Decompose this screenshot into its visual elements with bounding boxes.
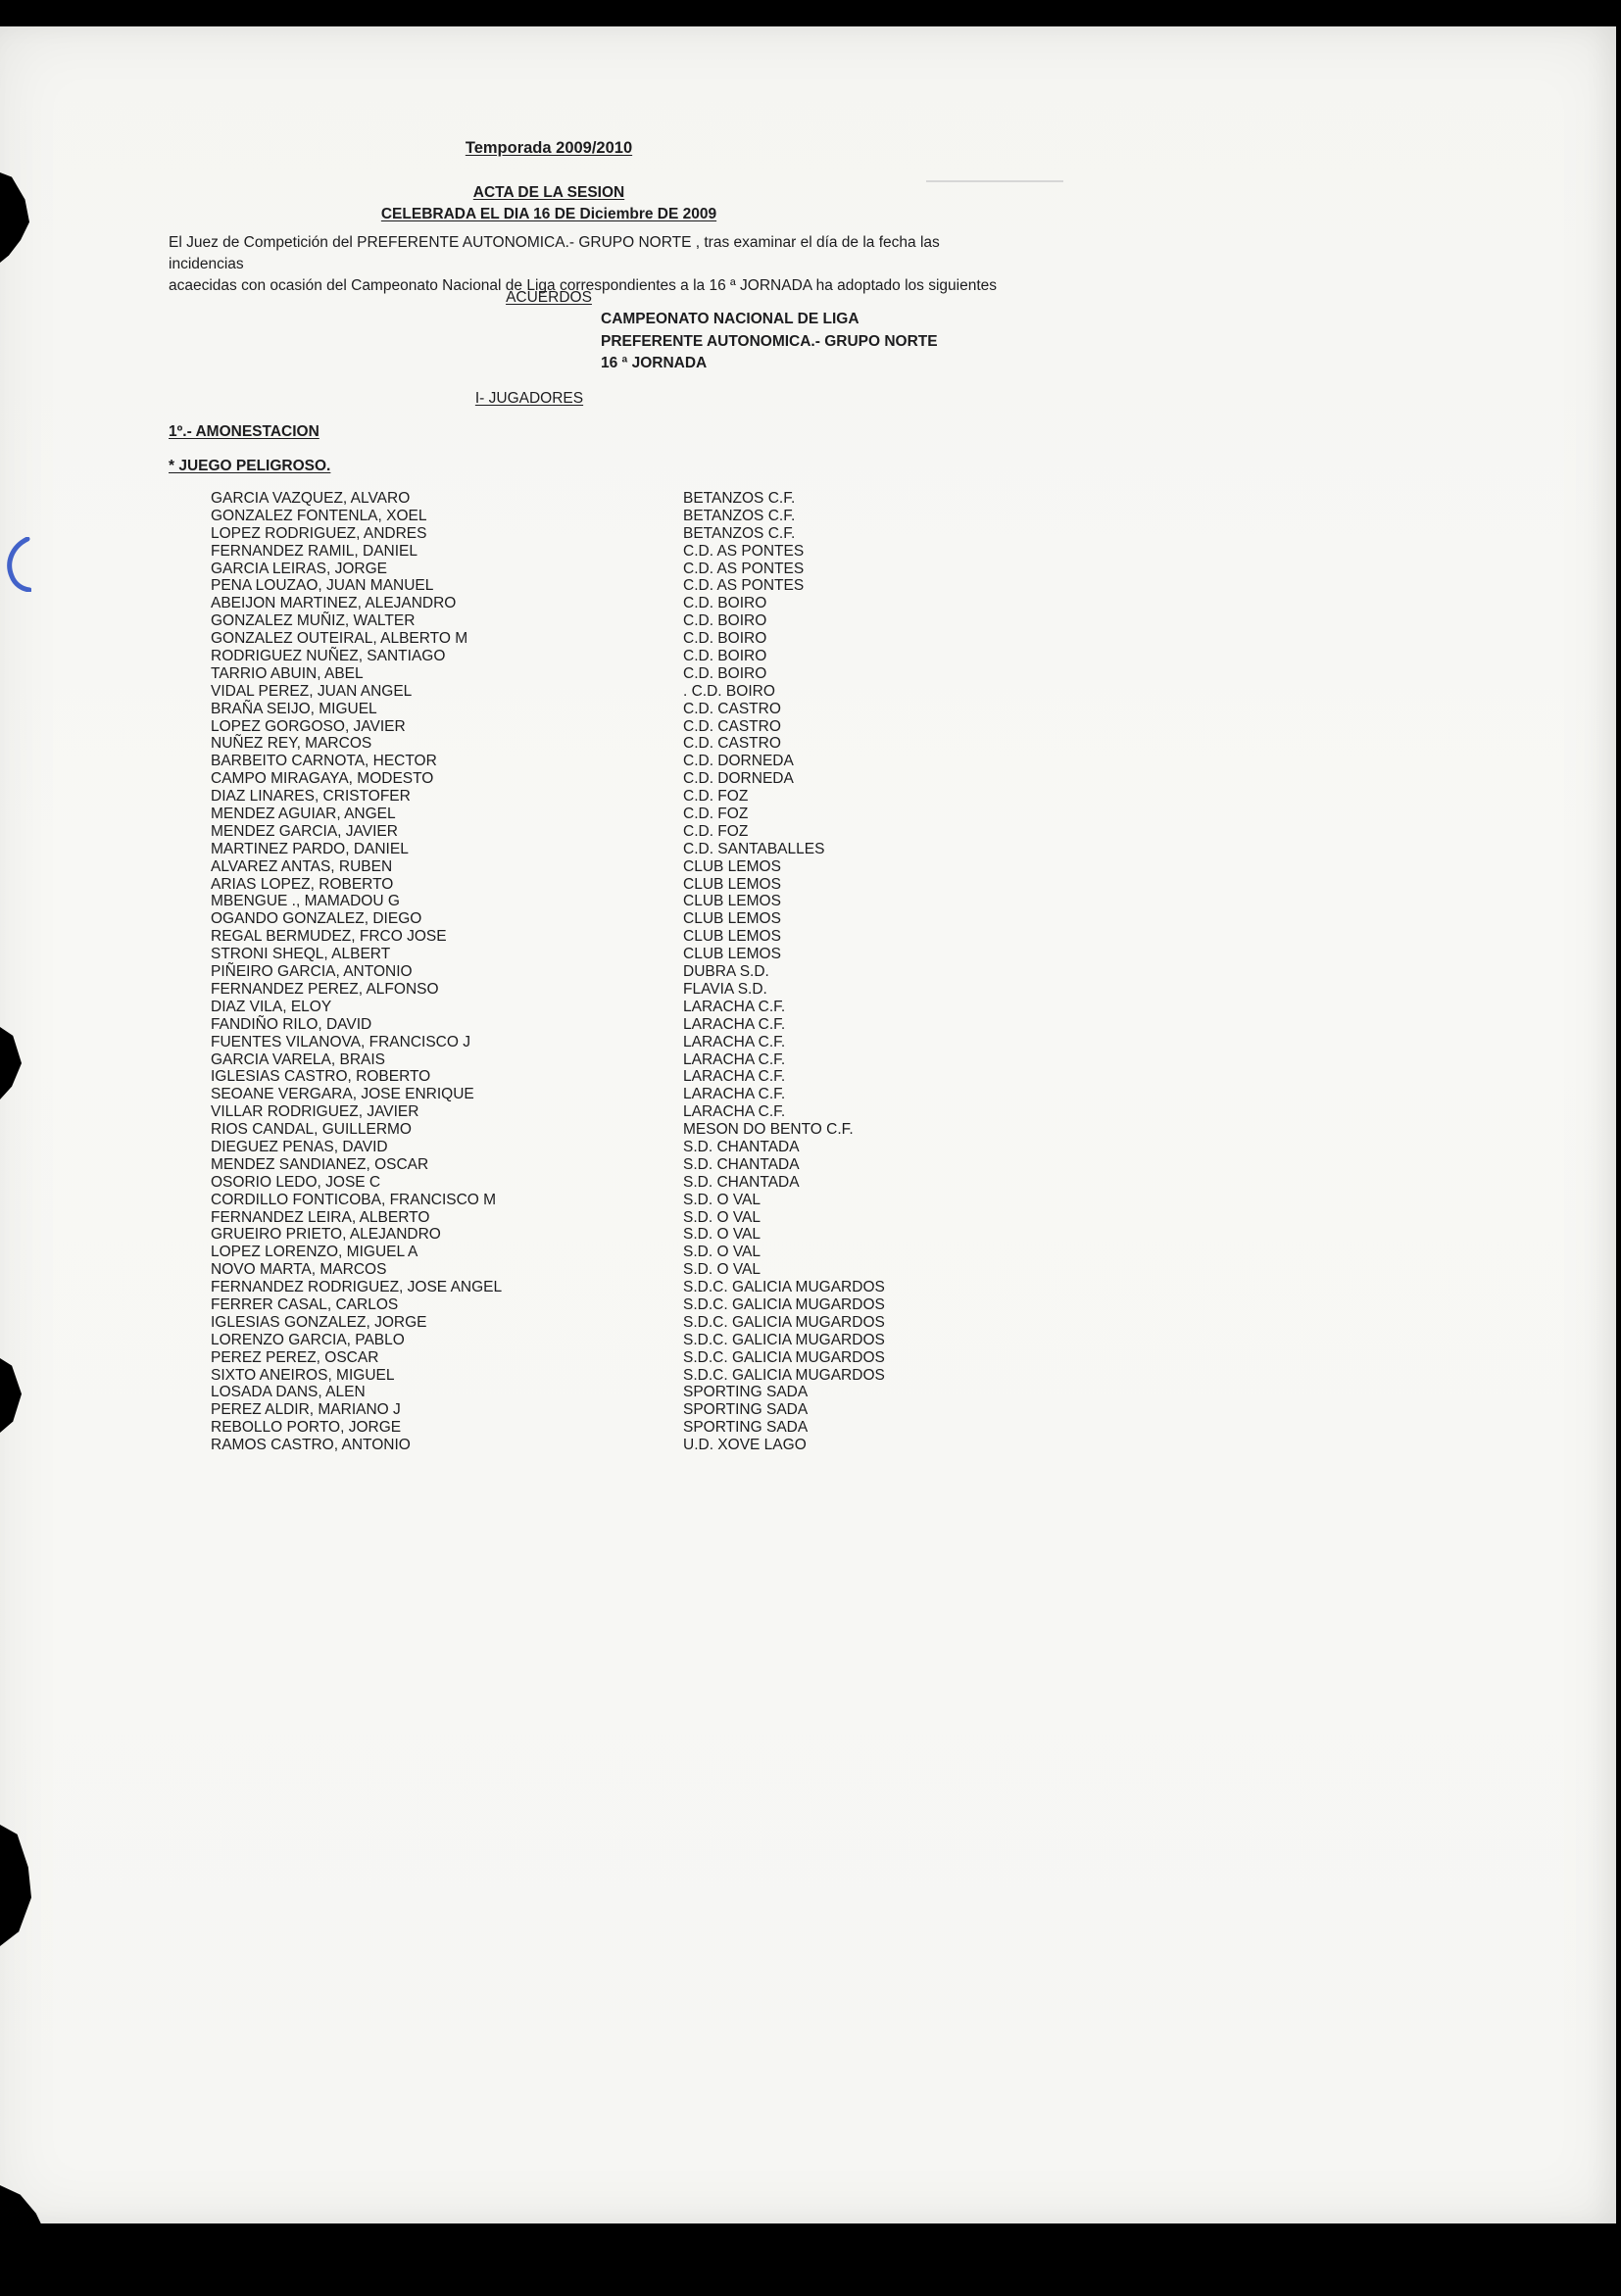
player-club: C.D. CASTRO: [683, 700, 781, 717]
player-name: FERNANDEZ PEREZ, ALFONSO: [211, 980, 439, 998]
session-heading-line2: CELEBRADA EL DIA 16 DE Diciembre DE 2009: [380, 206, 717, 222]
player-name: RODRIGUEZ NUÑEZ, SANTIAGO: [211, 648, 446, 665]
player-name: PENA LOUZAO, JUAN MANUEL: [211, 577, 434, 595]
player-name: LOPEZ RODRIGUEZ, ANDRES: [211, 524, 427, 542]
player-name: LOSADA DANS, ALEN: [211, 1384, 366, 1401]
player-name: NUÑEZ REY, MARCOS: [211, 735, 372, 753]
player-name: FUENTES VILANOVA, FRANCISCO J: [211, 1033, 470, 1050]
player-name: MENDEZ AGUIAR, ANGEL: [211, 806, 396, 823]
player-club: MESON DO BENTO C.F.: [683, 1121, 854, 1139]
player-row: [211, 1244, 1112, 1261]
player-club: S.D.C. GALICIA MUGARDOS: [683, 1348, 885, 1366]
player-club: LARACHA C.F.: [683, 1086, 786, 1103]
player-name: LOPEZ LORENZO, MIGUEL A: [211, 1244, 418, 1261]
player-club: BETANZOS C.F.: [683, 507, 796, 524]
player-name: VILLAR RODRIGUEZ, JAVIER: [211, 1103, 419, 1121]
player-row: [211, 648, 1112, 665]
player-row: [211, 1068, 1112, 1086]
player-name: FERRER CASAL, CARLOS: [211, 1295, 399, 1313]
player-name: DIAZ VILA, ELOY: [211, 998, 332, 1015]
player-name: LOPEZ GORGOSO, JAVIER: [211, 717, 406, 735]
offense-heading: * JUEGO PELIGROSO.: [169, 458, 331, 474]
player-name: PEREZ ALDIR, MARIANO J: [211, 1401, 401, 1419]
player-name: IGLESIAS GONZALEZ, JORGE: [211, 1313, 427, 1331]
player-club: S.D. O VAL: [683, 1191, 761, 1208]
intro-line-2: acaecidas con ocasión del Campeonato Nacional de Liga correspondientes a la 16 ª JORNADA ha adoptado los siguientes: [169, 277, 997, 294]
player-name: FERNANDEZ LEIRA, ALBERTO: [211, 1208, 430, 1226]
player-row: [211, 1296, 1112, 1314]
player-row: [211, 823, 1112, 841]
competition-block: [601, 309, 938, 375]
player-club: S.D.C. GALICIA MUGARDOS: [683, 1331, 885, 1348]
player-row: [211, 595, 1112, 612]
player-name: BRAÑA SEIJO, MIGUEL: [211, 700, 377, 717]
players-section-heading: I- JUGADORES: [474, 390, 584, 407]
player-club: LARACHA C.F.: [683, 1033, 786, 1050]
player-row: [211, 1367, 1112, 1385]
player-row: [211, 1016, 1112, 1034]
player-club: C.D. BOIRO: [683, 648, 767, 665]
player-row: [211, 1034, 1112, 1051]
scan-border-right: [1616, 0, 1621, 2296]
intro-line-1: El Juez de Competición del PREFERENTE AUTONOMICA.- GRUPO NORTE , tras examinar el día de la fecha las incidencias: [169, 234, 940, 272]
player-name: MENDEZ SANDIANEZ, OSCAR: [211, 1155, 429, 1173]
player-name: DIAZ LINARES, CRISTOFER: [211, 788, 411, 806]
player-name: BARBEITO CARNOTA, HECTOR: [211, 753, 437, 770]
player-club: S.D.C. GALICIA MUGARDOS: [683, 1295, 885, 1313]
player-row: [211, 770, 1112, 788]
sanction-heading: 1º.- AMONESTACION: [169, 423, 319, 440]
player-row: [211, 1401, 1112, 1419]
player-row: [211, 612, 1112, 630]
player-name: MENDEZ GARCIA, JAVIER: [211, 822, 398, 840]
player-row: [211, 1103, 1112, 1121]
player-club: S.D. CHANTADA: [683, 1173, 800, 1191]
player-row: [211, 490, 1112, 508]
player-row: [211, 1121, 1112, 1139]
player-club: CLUB LEMOS: [683, 910, 781, 928]
player-name: GARCIA VARELA, BRAIS: [211, 1050, 386, 1068]
player-row: [211, 1384, 1112, 1401]
player-row: [211, 735, 1112, 753]
player-club: C.D. DORNEDA: [683, 770, 794, 788]
player-name: GARCIA VAZQUEZ, ALVARO: [211, 490, 411, 507]
player-club: S.D.C. GALICIA MUGARDOS: [683, 1366, 885, 1384]
player-name: VIDAL PEREZ, JUAN ANGEL: [211, 682, 413, 700]
player-name: GONZALEZ OUTEIRAL, ALBERTO M: [211, 630, 468, 648]
player-name: IGLESIAS CASTRO, ROBERTO: [211, 1068, 431, 1086]
player-club: CLUB LEMOS: [683, 893, 781, 910]
player-name: CORDILLO FONTICOBA, FRANCISCO M: [211, 1191, 497, 1208]
player-row: [211, 910, 1112, 928]
player-club: C.D. BOIRO: [683, 664, 767, 682]
player-row: [211, 999, 1112, 1016]
player-row: [211, 1174, 1112, 1192]
player-row: [211, 963, 1112, 981]
player-name: MBENGUE ., MAMADOU G: [211, 893, 400, 910]
player-row: [211, 718, 1112, 736]
season-title: Temporada 2009/2010: [465, 139, 633, 157]
player-club: S.D. CHANTADA: [683, 1155, 800, 1173]
player-name: ALVAREZ ANTAS, RUBEN: [211, 857, 393, 875]
player-row: [211, 1086, 1112, 1103]
player-row: [211, 928, 1112, 946]
player-club: SPORTING SADA: [683, 1384, 809, 1401]
player-row: [211, 858, 1112, 876]
player-row: [211, 946, 1112, 963]
player-club: C.D. FOZ: [683, 788, 749, 806]
player-name: RAMOS CASTRO, ANTONIO: [211, 1437, 411, 1454]
acuerdos-heading: ACUERDOS: [506, 289, 592, 306]
player-club: LARACHA C.F.: [683, 1050, 786, 1068]
player-club: C.D. BOIRO: [683, 612, 767, 630]
player-club: C.D. CASTRO: [683, 717, 781, 735]
player-club: S.D.C. GALICIA MUGARDOS: [683, 1313, 885, 1331]
player-row: [211, 1332, 1112, 1349]
session-heading: [167, 182, 931, 225]
player-row: [211, 1419, 1112, 1437]
player-name: ARIAS LOPEZ, ROBERTO: [211, 875, 394, 893]
player-club: S.D. O VAL: [683, 1261, 761, 1279]
player-row: [211, 525, 1112, 543]
player-club: LARACHA C.F.: [683, 1103, 786, 1121]
player-club: LARACHA C.F.: [683, 998, 786, 1015]
player-row: [211, 753, 1112, 770]
player-name: GONZALEZ MUÑIZ, WALTER: [211, 612, 416, 630]
player-name: TARRIO ABUIN, ABEL: [211, 664, 364, 682]
player-club: C.D. CASTRO: [683, 735, 781, 753]
player-name: ABEIJON MARTINEZ, ALEJANDRO: [211, 595, 457, 612]
player-name: FANDIÑO RILO, DAVID: [211, 1015, 372, 1033]
player-club: C.D. BOIRO: [683, 630, 767, 648]
player-club: CLUB LEMOS: [683, 875, 781, 893]
player-name: NOVO MARTA, MARCOS: [211, 1261, 387, 1279]
player-row: [211, 561, 1112, 578]
player-club: S.D.C. GALICIA MUGARDOS: [683, 1279, 885, 1296]
player-row: [211, 508, 1112, 525]
player-name: DIEGUEZ PENAS, DAVID: [211, 1138, 388, 1155]
player-name: SEOANE VERGARA, JOSE ENRIQUE: [211, 1086, 474, 1103]
player-club: SPORTING SADA: [683, 1419, 809, 1437]
player-row: [211, 1139, 1112, 1156]
player-club: SPORTING SADA: [683, 1401, 809, 1419]
player-club: C.D. AS PONTES: [683, 560, 805, 577]
player-club: FLAVIA S.D.: [683, 980, 767, 998]
player-club: S.D. O VAL: [683, 1208, 761, 1226]
player-club: S.D. O VAL: [683, 1226, 761, 1244]
player-name: PIÑEIRO GARCIA, ANTONIO: [211, 963, 413, 981]
player-row: [211, 1226, 1112, 1244]
player-club: C.D. BOIRO: [683, 595, 767, 612]
competition-line-3: 16 ª JORNADA: [601, 355, 708, 371]
player-name: RIOS CANDAL, GUILLERMO: [211, 1121, 412, 1139]
player-name: CAMPO MIRAGAYA, MODESTO: [211, 770, 434, 788]
player-name: SIXTO ANEIROS, MIGUEL: [211, 1366, 395, 1384]
player-row: [211, 683, 1112, 701]
player-row: [211, 577, 1112, 595]
player-row: [211, 1261, 1112, 1279]
player-row: [211, 1192, 1112, 1209]
player-club: LARACHA C.F.: [683, 1068, 786, 1086]
competition-line-2: PREFERENTE AUTONOMICA.- GRUPO NORTE: [601, 332, 938, 350]
player-club: CLUB LEMOS: [683, 928, 781, 946]
player-name: GARCIA LEIRAS, JORGE: [211, 560, 388, 577]
player-row: [211, 543, 1112, 561]
blue-pen-mark: [4, 537, 31, 592]
player-row: [211, 701, 1112, 718]
player-row: [211, 981, 1112, 999]
player-row: [211, 665, 1112, 683]
player-name: LORENZO GARCIA, PABLO: [211, 1331, 405, 1348]
player-row: [211, 1156, 1112, 1174]
player-club: DUBRA S.D.: [683, 963, 769, 981]
player-name: REBOLLO PORTO, JORGE: [211, 1419, 402, 1437]
player-name: STRONI SHEQL, ALBERT: [211, 946, 391, 963]
player-name: OGANDO GONZALEZ, DIEGO: [211, 910, 422, 928]
player-name: FERNANDEZ RAMIL, DANIEL: [211, 542, 418, 560]
player-row: [211, 788, 1112, 806]
player-row: [211, 1349, 1112, 1367]
player-club: CLUB LEMOS: [683, 946, 781, 963]
player-name: REGAL BERMUDEZ, FRCO JOSE: [211, 928, 447, 946]
player-row: [211, 806, 1112, 823]
player-club: C.D. DORNEDA: [683, 753, 794, 770]
player-club: C.D. FOZ: [683, 806, 749, 823]
players-list: [211, 490, 1112, 1454]
competition-line-1: CAMPEONATO NACIONAL DE LIGA: [601, 311, 860, 327]
player-row: [211, 876, 1112, 894]
player-name: OSORIO LEDO, JOSE C: [211, 1173, 381, 1191]
scan-border-top: [0, 0, 1621, 26]
player-row: [211, 1314, 1112, 1332]
player-row: [211, 893, 1112, 910]
player-name: MARTINEZ PARDO, DANIEL: [211, 840, 409, 857]
session-heading-line1: ACTA DE LA SESION: [472, 184, 625, 201]
player-club: BETANZOS C.F.: [683, 490, 796, 507]
player-club: C.D. AS PONTES: [683, 577, 805, 595]
player-row: [211, 841, 1112, 858]
player-row: [211, 1209, 1112, 1227]
player-club: S.D. CHANTADA: [683, 1138, 800, 1155]
player-row: [211, 1437, 1112, 1454]
scan-scratch-line: [926, 180, 1063, 182]
player-row: [211, 630, 1112, 648]
player-name: FERNANDEZ RODRIGUEZ, JOSE ANGEL: [211, 1279, 503, 1296]
player-club: C.D. FOZ: [683, 822, 749, 840]
player-row: [211, 1279, 1112, 1296]
player-club: U.D. XOVE LAGO: [683, 1437, 807, 1454]
player-club: CLUB LEMOS: [683, 857, 781, 875]
player-club: . C.D. BOIRO: [683, 682, 775, 700]
player-club: S.D. O VAL: [683, 1244, 761, 1261]
player-club: LARACHA C.F.: [683, 1015, 786, 1033]
player-name: PEREZ PEREZ, OSCAR: [211, 1348, 379, 1366]
scan-border-bottom: [0, 2223, 1621, 2296]
player-club: C.D. AS PONTES: [683, 542, 805, 560]
player-name: GRUEIRO PRIETO, ALEJANDRO: [211, 1226, 441, 1244]
player-club: BETANZOS C.F.: [683, 524, 796, 542]
player-row: [211, 1051, 1112, 1069]
player-club: C.D. SANTABALLES: [683, 840, 825, 857]
player-name: GONZALEZ FONTENLA, XOEL: [211, 507, 427, 524]
